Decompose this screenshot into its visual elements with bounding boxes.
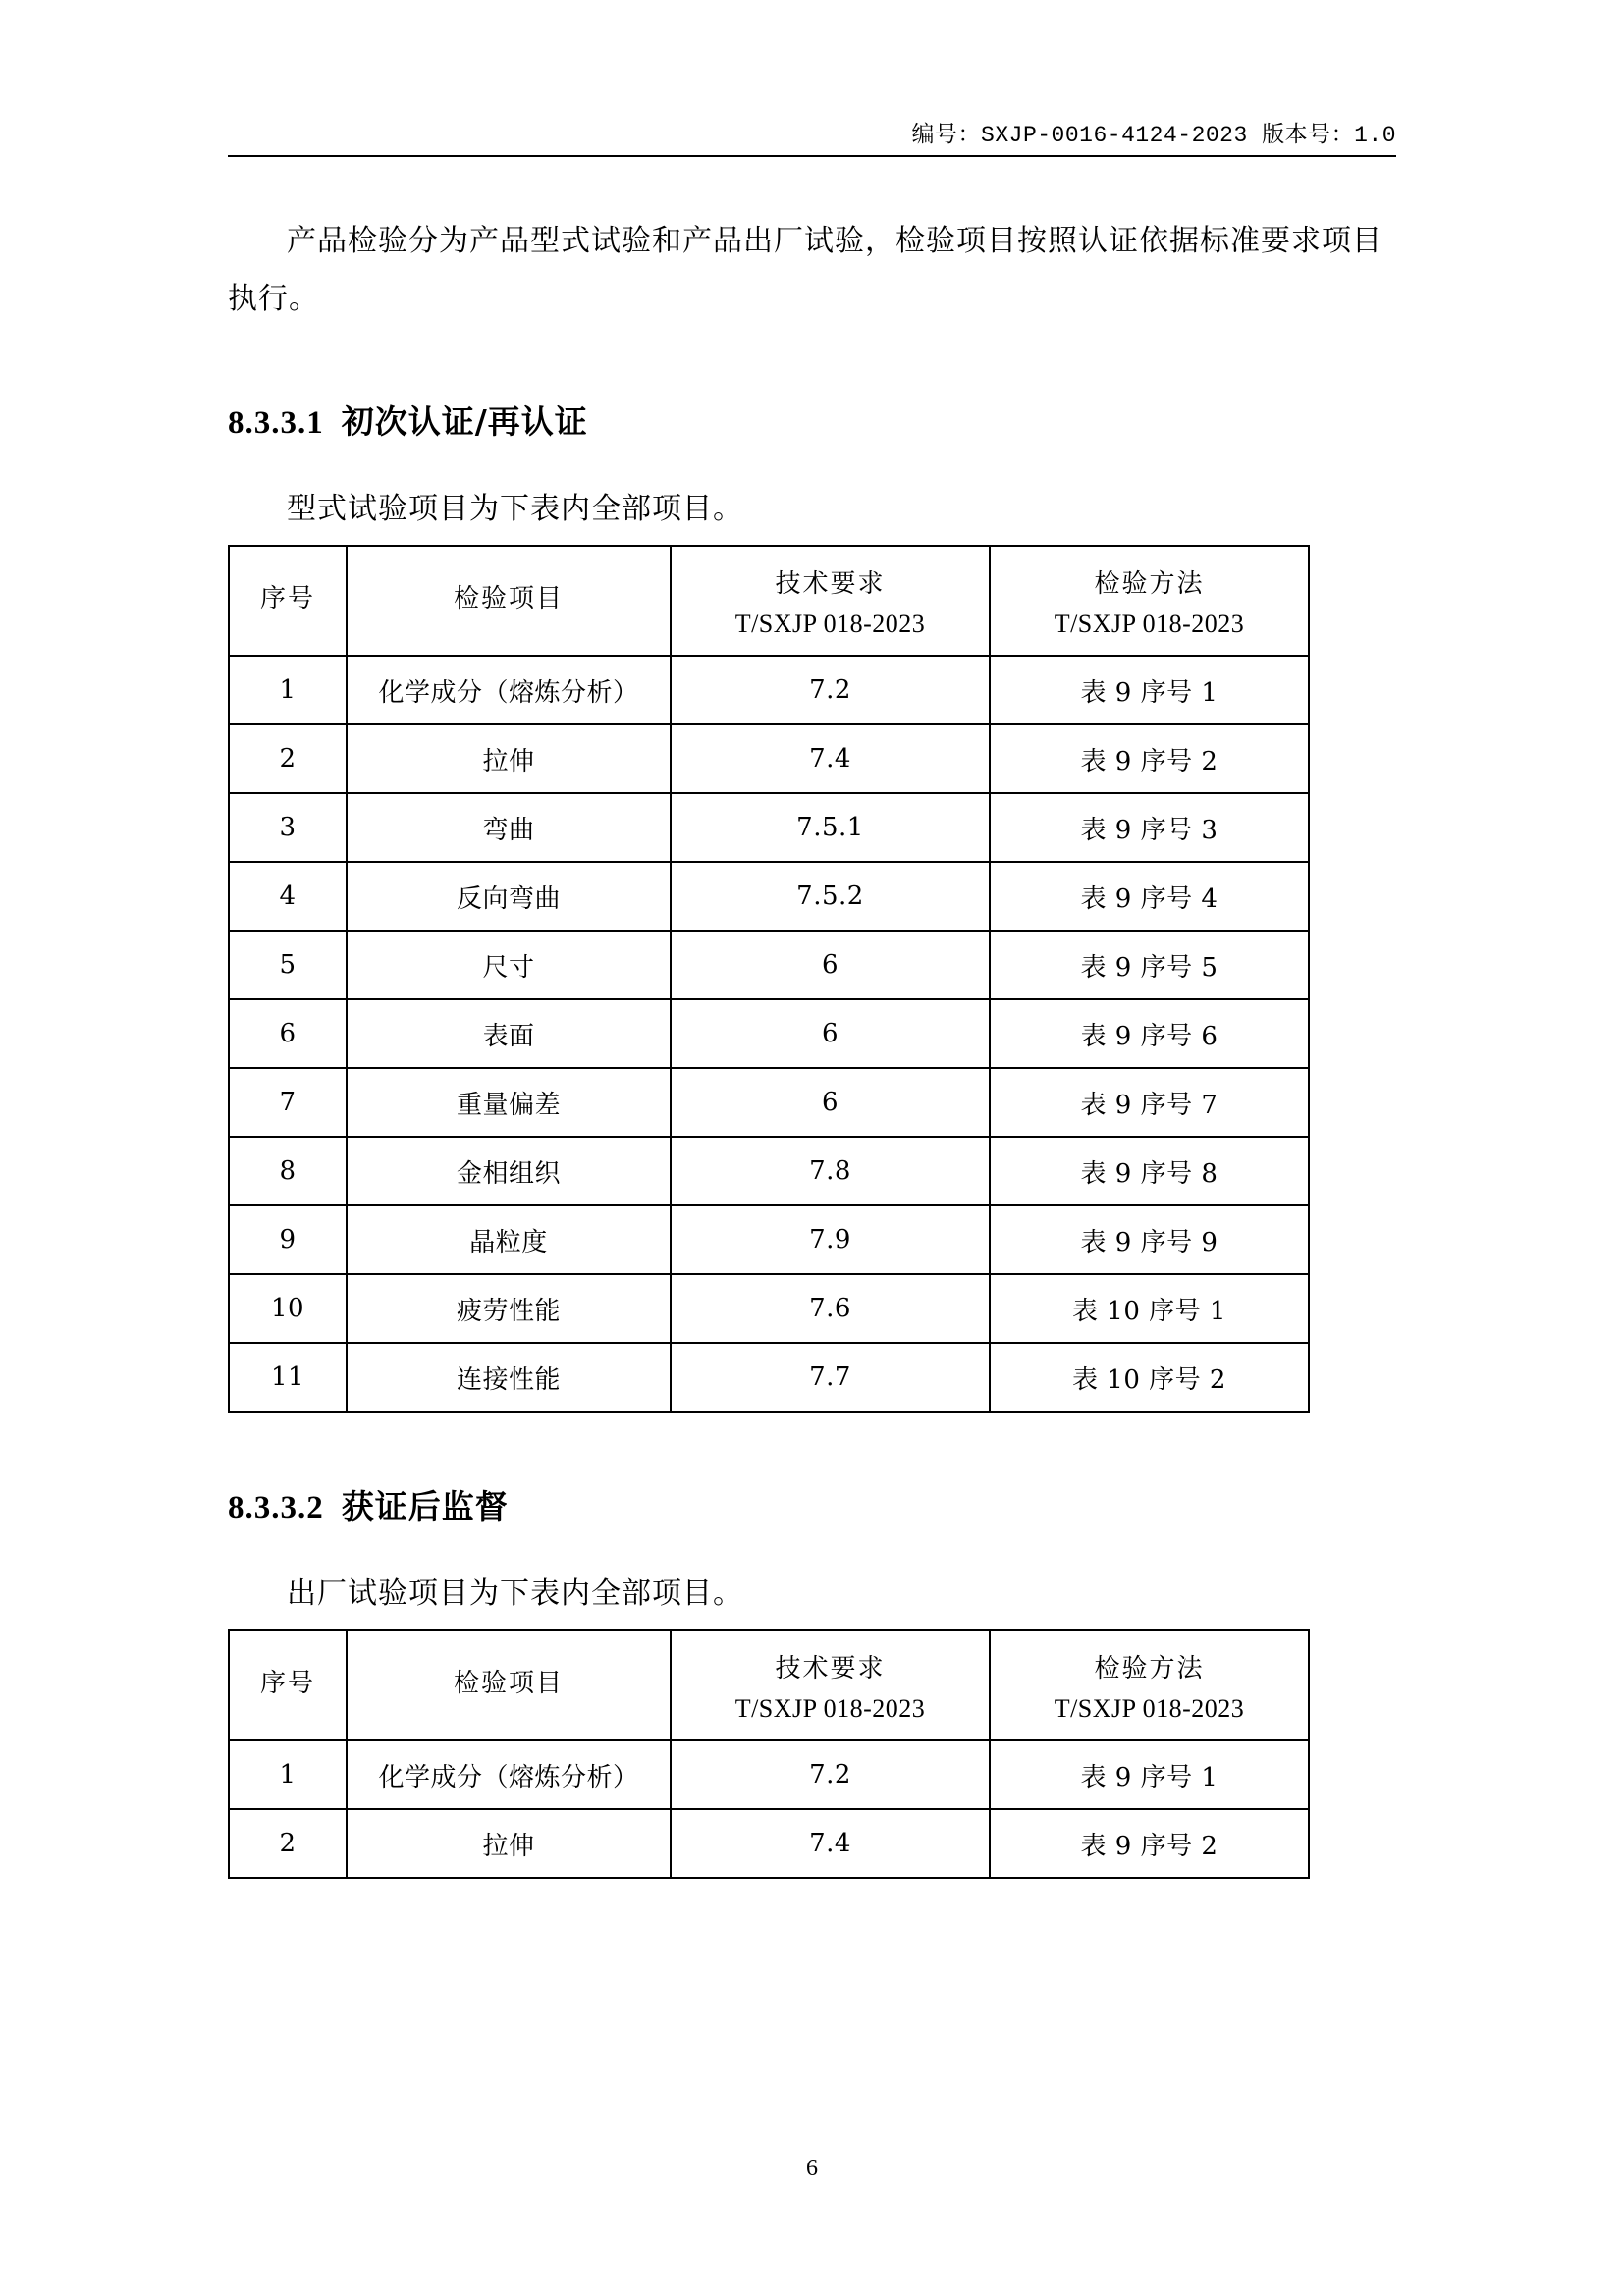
table-row bbox=[229, 999, 1309, 1068]
cell-item: 晶粒度 bbox=[347, 1205, 671, 1274]
section-number-8332: 8.3.3.2 bbox=[228, 1490, 324, 1525]
table-header-cell-requirement: 技术要求 T/SXJP 018-2023 bbox=[671, 546, 990, 656]
cell-item: 疲劳性能 bbox=[347, 1274, 671, 1343]
cell-requirement: 7.2 bbox=[671, 1740, 990, 1809]
page-content bbox=[228, 191, 1396, 1879]
cell-method: 表 9 序号 8 bbox=[990, 1137, 1309, 1205]
page-header: 编号：SXJP-0016-4124-2023 版本号：1.0 bbox=[911, 123, 1396, 148]
page-number: 6 bbox=[806, 2156, 818, 2181]
table-row bbox=[229, 931, 1309, 999]
cell-method: 表 9 序号 5 bbox=[990, 931, 1309, 999]
table-row bbox=[229, 724, 1309, 793]
cell-item: 拉伸 bbox=[347, 724, 671, 793]
cell-requirement: 6 bbox=[671, 999, 990, 1068]
section-title-8331: 初次认证/再认证 bbox=[341, 402, 588, 441]
cell-item: 金相组织 bbox=[347, 1137, 671, 1205]
table-row bbox=[229, 1809, 1309, 1878]
cell-method: 表 10 序号 1 bbox=[990, 1274, 1309, 1343]
cell-item: 弯曲 bbox=[347, 793, 671, 862]
cell-no: 1 bbox=[229, 656, 347, 724]
cell-item: 尺寸 bbox=[347, 931, 671, 999]
intro-paragraph: 产品检验分为产品型式试验和产品出厂试验，检验项目按照认证依据标准要求项目执行。 bbox=[228, 224, 1382, 316]
cell-no: 5 bbox=[229, 931, 347, 999]
cell-requirement: 6 bbox=[671, 1068, 990, 1137]
cell-no: 4 bbox=[229, 862, 347, 931]
table-header-cell-method: 检验方法 T/SXJP 018-2023 bbox=[990, 546, 1309, 656]
section-heading-8332 bbox=[228, 1481, 1396, 1527]
cell-no: 10 bbox=[229, 1274, 347, 1343]
cell-method: 表 9 序号 3 bbox=[990, 793, 1309, 862]
section-title-8332: 获证后监督 bbox=[341, 1487, 509, 1525]
section-number-8331: 8.3.3.1 bbox=[228, 405, 324, 441]
factory-test-table bbox=[228, 1629, 1310, 1879]
cell-requirement: 7.9 bbox=[671, 1205, 990, 1274]
cell-method: 表 10 序号 2 bbox=[990, 1343, 1309, 1412]
cell-no: 2 bbox=[229, 724, 347, 793]
cell-method: 表 9 序号 2 bbox=[990, 1809, 1309, 1878]
cell-requirement: 7.5.2 bbox=[671, 862, 990, 931]
cell-method: 表 9 序号 1 bbox=[990, 656, 1309, 724]
section-heading-8331 bbox=[228, 397, 1396, 443]
cell-requirement: 6 bbox=[671, 931, 990, 999]
cell-requirement: 7.8 bbox=[671, 1137, 990, 1205]
section1-lead-text: 型式试验项目为下表内全部项目。 bbox=[287, 492, 743, 526]
cell-item: 重量偏差 bbox=[347, 1068, 671, 1137]
table-header-row bbox=[229, 546, 1309, 656]
table-header-cell-item: 检验项目 bbox=[347, 546, 671, 656]
cell-requirement: 7.6 bbox=[671, 1274, 990, 1343]
table-row bbox=[229, 1740, 1309, 1809]
cell-item: 化学成分（熔炼分析） bbox=[347, 1740, 671, 1809]
table-header-cell-no: 序号 bbox=[229, 1630, 347, 1740]
table-row bbox=[229, 656, 1309, 724]
table-header-cell-requirement: 技术要求 T/SXJP 018-2023 bbox=[671, 1630, 990, 1740]
cell-method: 表 9 序号 7 bbox=[990, 1068, 1309, 1137]
cell-no: 1 bbox=[229, 1740, 347, 1809]
cell-no: 2 bbox=[229, 1809, 347, 1878]
table-row bbox=[229, 793, 1309, 862]
cell-requirement: 7.5.1 bbox=[671, 793, 990, 862]
cell-no: 9 bbox=[229, 1205, 347, 1274]
cell-requirement: 7.4 bbox=[671, 1809, 990, 1878]
cell-requirement: 7.2 bbox=[671, 656, 990, 724]
cell-item: 化学成分（熔炼分析） bbox=[347, 656, 671, 724]
cell-item: 表面 bbox=[347, 999, 671, 1068]
cell-item: 反向弯曲 bbox=[347, 862, 671, 931]
cell-method: 表 9 序号 1 bbox=[990, 1740, 1309, 1809]
table-row bbox=[229, 1205, 1309, 1274]
cell-no: 3 bbox=[229, 793, 347, 862]
table-row bbox=[229, 1343, 1309, 1412]
table-header-row bbox=[229, 1630, 1309, 1740]
section2-lead-text: 出厂试验项目为下表内全部项目。 bbox=[287, 1576, 743, 1611]
cell-no: 8 bbox=[229, 1137, 347, 1205]
table-row bbox=[229, 1274, 1309, 1343]
table-row bbox=[229, 1068, 1309, 1137]
cell-no: 11 bbox=[229, 1343, 347, 1412]
cell-method: 表 9 序号 9 bbox=[990, 1205, 1309, 1274]
cell-no: 7 bbox=[229, 1068, 347, 1137]
cell-item: 拉伸 bbox=[347, 1809, 671, 1878]
header-divider bbox=[228, 155, 1396, 157]
table-header-cell-method: 检验方法 T/SXJP 018-2023 bbox=[990, 1630, 1309, 1740]
cell-no: 6 bbox=[229, 999, 347, 1068]
table-header-cell-no: 序号 bbox=[229, 546, 347, 656]
cell-requirement: 7.7 bbox=[671, 1343, 990, 1412]
cell-item: 连接性能 bbox=[347, 1343, 671, 1412]
table-header-cell-item: 检验项目 bbox=[347, 1630, 671, 1740]
cell-requirement: 7.4 bbox=[671, 724, 990, 793]
cell-method: 表 9 序号 4 bbox=[990, 862, 1309, 931]
table-row bbox=[229, 862, 1309, 931]
cell-method: 表 9 序号 6 bbox=[990, 999, 1309, 1068]
table-row bbox=[229, 1137, 1309, 1205]
cell-method: 表 9 序号 2 bbox=[990, 724, 1309, 793]
type-test-table bbox=[228, 545, 1310, 1413]
